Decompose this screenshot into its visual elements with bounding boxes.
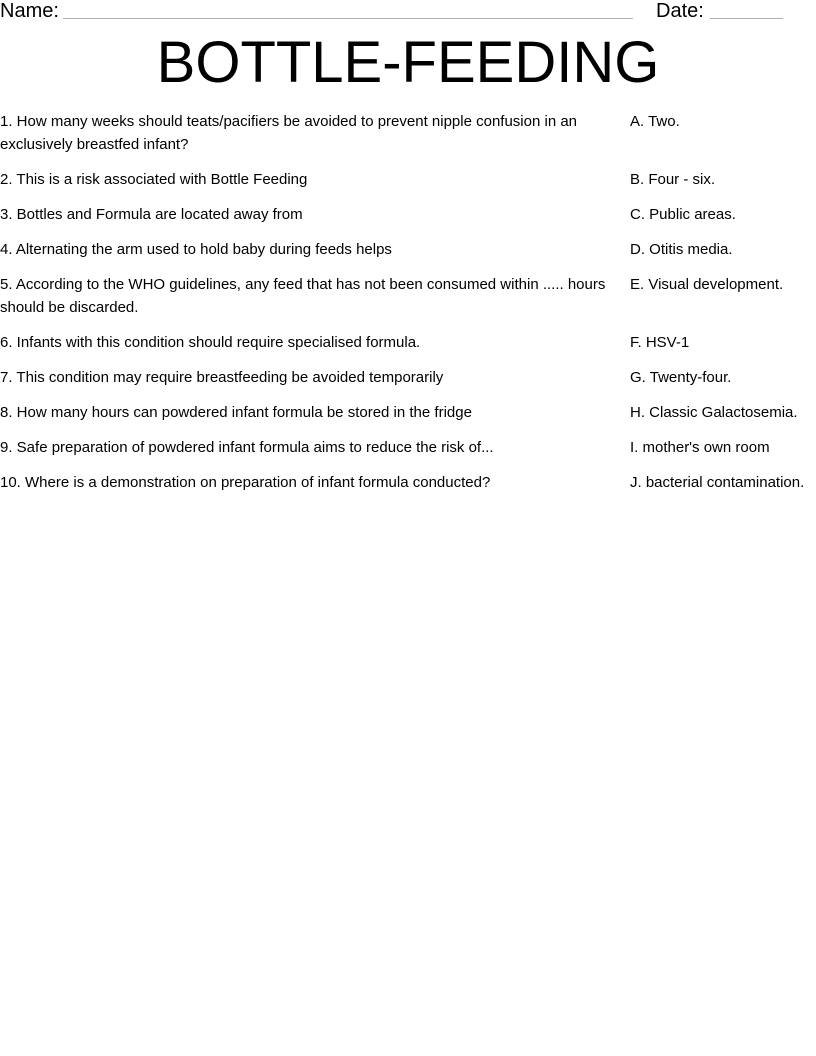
- answer-option: F. HSV-1: [630, 334, 690, 351]
- answer-option: G. Twenty-four.: [630, 369, 732, 386]
- name-label: Name:: [0, 0, 59, 22]
- question-text: 8. How many hours can powdered infant formula be stored in the fridge: [0, 404, 472, 421]
- question-text: 9. Safe preparation of powdered infant formula aims to reduce the risk of...: [0, 439, 494, 456]
- list-item: [0, 401, 816, 424]
- list-item: [0, 366, 816, 389]
- name-field-line[interactable]: [63, 0, 633, 19]
- answer-option: A. Two.: [630, 113, 680, 130]
- list-item: [0, 168, 816, 191]
- list-item: [0, 273, 816, 319]
- list-item: [0, 471, 816, 494]
- answer-option: J. bacterial contamination.: [630, 474, 805, 491]
- matching-list: [0, 110, 816, 506]
- list-item: [0, 238, 816, 261]
- list-item: [0, 331, 816, 354]
- question-text: 7. This condition may require breastfeeding be avoided temporarily: [0, 369, 444, 386]
- list-item: [0, 436, 816, 459]
- answer-option: I. mother's own room: [630, 439, 770, 456]
- question-text: 3. Bottles and Formula are located away from: [0, 206, 303, 223]
- question-text: 10. Where is a demonstration on preparation of infant formula conducted?: [0, 474, 491, 491]
- answer-option: B. Four - six.: [630, 171, 716, 188]
- worksheet-header: [0, 0, 816, 24]
- question-text: 1. How many weeks should teats/pacifiers be avoided to prevent nipple confusion in an exclusively breastfed infant?: [0, 113, 578, 153]
- answer-option: H. Classic Galactosemia.: [630, 404, 798, 421]
- question-text: 5. According to the WHO guidelines, any feed that has not been consumed within ..... hours should be discarded.: [0, 276, 606, 316]
- answer-option: E. Visual development.: [630, 276, 784, 293]
- question-text: 2. This is a risk associated with Bottle Feeding: [0, 171, 308, 188]
- date-label: Date:: [656, 0, 704, 22]
- answer-option: C. Public areas.: [630, 206, 736, 223]
- list-item: [0, 203, 816, 226]
- page-title: BOTTLE-FEEDING: [156, 30, 660, 95]
- answer-option: D. Otitis media.: [630, 241, 733, 258]
- list-item: [0, 110, 816, 156]
- date-field-line[interactable]: [710, 0, 783, 19]
- question-text: 6. Infants with this condition should require specialised formula.: [0, 334, 421, 351]
- question-text: 4. Alternating the arm used to hold baby during feeds helps: [0, 241, 392, 258]
